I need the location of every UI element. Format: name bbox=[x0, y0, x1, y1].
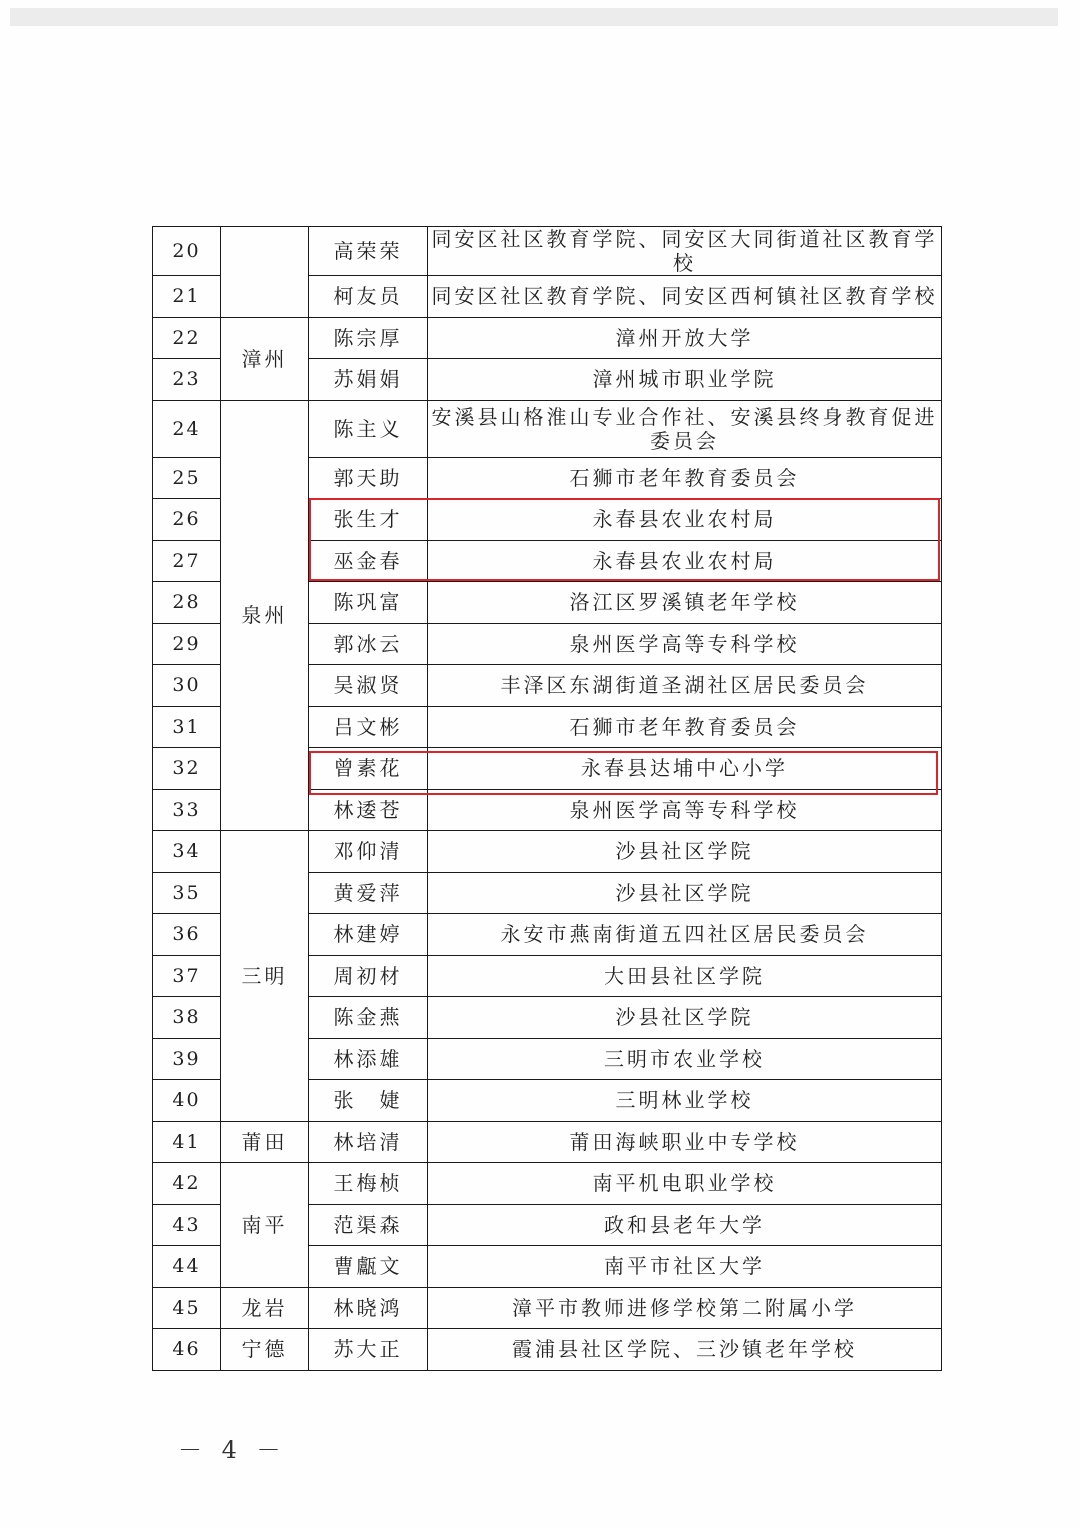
row-number: 27 bbox=[153, 540, 221, 582]
row-number: 45 bbox=[153, 1287, 221, 1329]
row-number: 33 bbox=[153, 789, 221, 831]
region-cell: 龙岩 bbox=[221, 1287, 309, 1329]
work-unit: 三明市农业学校 bbox=[428, 1038, 942, 1080]
region-cell: 漳州 bbox=[221, 317, 309, 400]
person-name: 吴淑贤 bbox=[309, 665, 428, 707]
work-unit: 安溪县山格淮山专业合作社、安溪县终身教育促进委员会 bbox=[428, 400, 942, 457]
row-number: 46 bbox=[153, 1329, 221, 1371]
scan-top-band bbox=[10, 8, 1058, 26]
row-number: 30 bbox=[153, 665, 221, 707]
person-name: 邓仰清 bbox=[309, 831, 428, 873]
work-unit: 泉州医学高等专科学校 bbox=[428, 623, 942, 665]
work-unit: 漳平市教师进修学校第二附属小学 bbox=[428, 1287, 942, 1329]
highlight-box-row-32 bbox=[309, 751, 938, 795]
work-unit: 大田县社区学院 bbox=[428, 955, 942, 997]
row-number: 43 bbox=[153, 1204, 221, 1246]
work-unit: 永春县达埔中心小学 bbox=[428, 748, 942, 790]
work-unit: 政和县老年大学 bbox=[428, 1204, 942, 1246]
work-unit: 莆田海峡职业中专学校 bbox=[428, 1121, 942, 1163]
row-number: 40 bbox=[153, 1080, 221, 1122]
person-name: 陈主义 bbox=[309, 400, 428, 457]
row-number: 24 bbox=[153, 400, 221, 457]
region-cell: 宁德 bbox=[221, 1329, 309, 1371]
row-number: 34 bbox=[153, 831, 221, 873]
work-unit: 石狮市老年教育委员会 bbox=[428, 457, 942, 499]
work-unit: 丰泽区东湖街道圣湖社区居民委员会 bbox=[428, 665, 942, 707]
row-number: 37 bbox=[153, 955, 221, 997]
row-number: 22 bbox=[153, 317, 221, 359]
row-number: 36 bbox=[153, 914, 221, 956]
person-name: 林培清 bbox=[309, 1121, 428, 1163]
work-unit: 永春县农业农村局 bbox=[428, 499, 942, 541]
person-name: 吕文彬 bbox=[309, 706, 428, 748]
row-number: 20 bbox=[153, 227, 221, 276]
person-name: 林建婷 bbox=[309, 914, 428, 956]
row-number: 25 bbox=[153, 457, 221, 499]
row-number: 32 bbox=[153, 748, 221, 790]
row-number: 38 bbox=[153, 997, 221, 1039]
person-name: 张生才 bbox=[309, 499, 428, 541]
row-number: 23 bbox=[153, 359, 221, 401]
person-name: 郭天助 bbox=[309, 457, 428, 499]
table-row bbox=[153, 227, 942, 276]
person-name: 苏大正 bbox=[309, 1329, 428, 1371]
person-name: 周初材 bbox=[309, 955, 428, 997]
person-name: 林逶苍 bbox=[309, 789, 428, 831]
row-number: 42 bbox=[153, 1163, 221, 1205]
person-name: 苏娟娟 bbox=[309, 359, 428, 401]
person-name: 巫金春 bbox=[309, 540, 428, 582]
region-cell: 三明 bbox=[221, 831, 309, 1122]
person-name: 黄爱萍 bbox=[309, 872, 428, 914]
region-cell: 莆田 bbox=[221, 1121, 309, 1163]
table-row bbox=[153, 1163, 942, 1205]
work-unit: 沙县社区学院 bbox=[428, 997, 942, 1039]
table-row bbox=[153, 400, 942, 457]
row-number: 31 bbox=[153, 706, 221, 748]
table-row bbox=[153, 1287, 942, 1329]
person-name: 郭冰云 bbox=[309, 623, 428, 665]
row-number: 35 bbox=[153, 872, 221, 914]
row-number: 26 bbox=[153, 499, 221, 541]
person-name: 曾素花 bbox=[309, 748, 428, 790]
person-name: 张 婕 bbox=[309, 1080, 428, 1122]
work-unit: 永安市燕南街道五四社区居民委员会 bbox=[428, 914, 942, 956]
row-number: 29 bbox=[153, 623, 221, 665]
work-unit: 同安区社区教育学院、同安区大同街道社区教育学校 bbox=[428, 227, 942, 276]
region-cell-blank bbox=[221, 227, 309, 318]
work-unit: 南平市社区大学 bbox=[428, 1246, 942, 1288]
work-unit: 南平机电职业学校 bbox=[428, 1163, 942, 1205]
work-unit: 三明林业学校 bbox=[428, 1080, 942, 1122]
person-name: 陈金燕 bbox=[309, 997, 428, 1039]
table-row bbox=[153, 1121, 942, 1163]
person-name: 陈宗厚 bbox=[309, 317, 428, 359]
person-name: 王梅桢 bbox=[309, 1163, 428, 1205]
work-unit: 石狮市老年教育委员会 bbox=[428, 706, 942, 748]
table-row bbox=[153, 1329, 942, 1371]
person-name: 曹甗文 bbox=[309, 1246, 428, 1288]
person-name: 陈巩富 bbox=[309, 582, 428, 624]
row-number: 39 bbox=[153, 1038, 221, 1080]
person-name: 高荣荣 bbox=[309, 227, 428, 276]
row-number: 21 bbox=[153, 276, 221, 318]
work-unit: 漳州开放大学 bbox=[428, 317, 942, 359]
region-cell: 泉州 bbox=[221, 400, 309, 831]
row-number: 28 bbox=[153, 582, 221, 624]
work-unit: 永春县农业农村局 bbox=[428, 540, 942, 582]
person-name: 范渠森 bbox=[309, 1204, 428, 1246]
page-number: － 4 － bbox=[178, 1436, 287, 1464]
award-list-table bbox=[152, 226, 942, 1371]
row-number: 41 bbox=[153, 1121, 221, 1163]
work-unit: 同安区社区教育学院、同安区西柯镇社区教育学校 bbox=[428, 276, 942, 318]
table-row bbox=[153, 317, 942, 359]
work-unit: 洛江区罗溪镇老年学校 bbox=[428, 582, 942, 624]
person-name: 林添雄 bbox=[309, 1038, 428, 1080]
person-name: 柯友员 bbox=[309, 276, 428, 318]
region-cell: 南平 bbox=[221, 1163, 309, 1288]
work-unit: 沙县社区学院 bbox=[428, 831, 942, 873]
work-unit: 泉州医学高等专科学校 bbox=[428, 789, 942, 831]
work-unit: 霞浦县社区学院、三沙镇老年学校 bbox=[428, 1329, 942, 1371]
highlight-box-rows-26-27 bbox=[309, 498, 940, 581]
row-number: 44 bbox=[153, 1246, 221, 1288]
table-row bbox=[153, 831, 942, 873]
person-name: 林晓鸿 bbox=[309, 1287, 428, 1329]
work-unit: 漳州城市职业学院 bbox=[428, 359, 942, 401]
work-unit: 沙县社区学院 bbox=[428, 872, 942, 914]
